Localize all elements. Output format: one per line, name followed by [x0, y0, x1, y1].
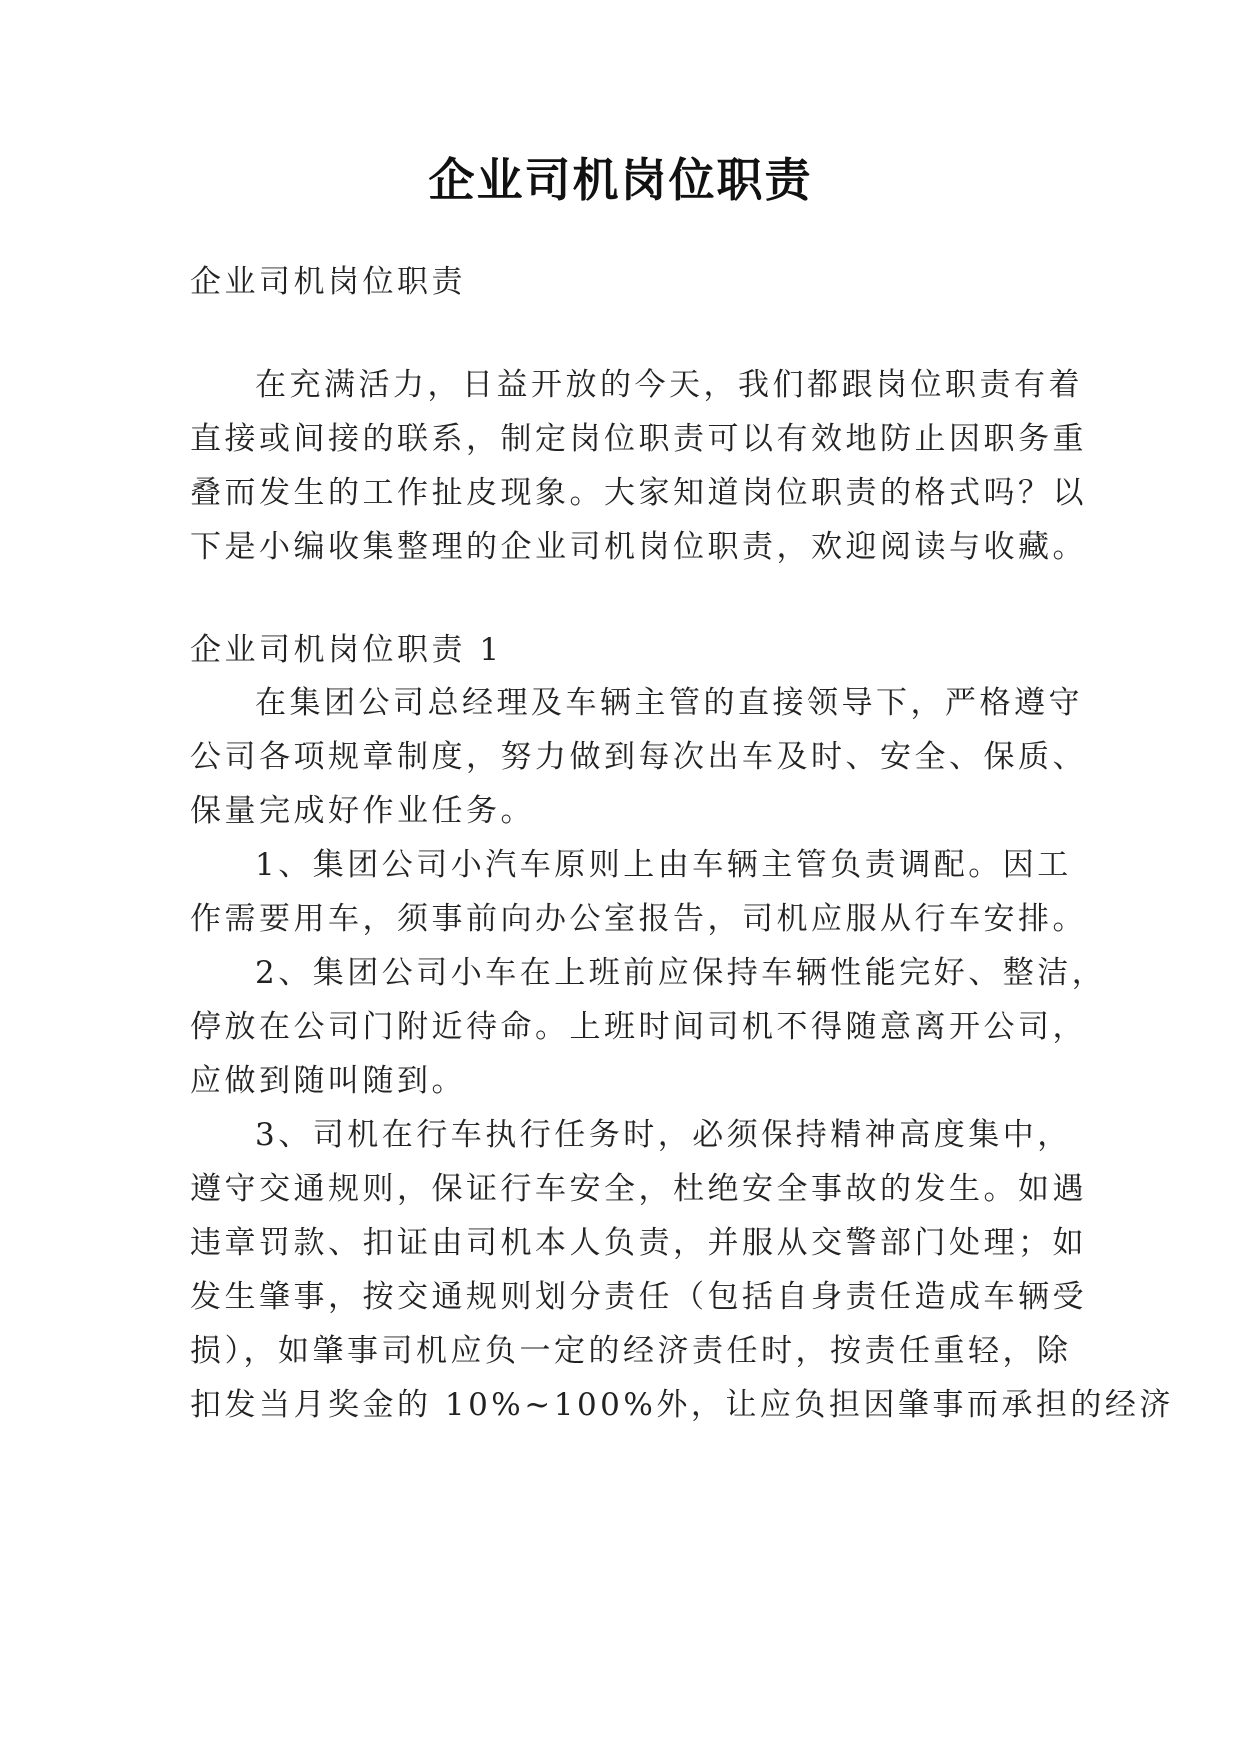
item2-line-1: 2、集团公司小车在上班前应保持车辆性能完好、整洁，: [255, 955, 1107, 991]
item3-line-3: 违章罚款、扣证由司机本人负责，并服从交警部门处理；如: [190, 1225, 1087, 1261]
section-intro-line-2: 公司各项规章制度，努力做到每次出车及时、安全、保质、: [190, 739, 1087, 775]
section-heading: 企业司机岗位职责 1: [190, 632, 503, 668]
item1-line-2: 作需要用车，须事前向办公室报告，司机应服从行车安排。: [190, 901, 1087, 937]
intro-line-2: 直接或间接的联系，制定岗位职责可以有效地防止因职务重: [190, 421, 1087, 457]
item3-line-1: 3、司机在行车执行任务时，必须保持精神高度集中，: [255, 1117, 1072, 1153]
intro-line-1: 在充满活力，日益开放的今天，我们都跟岗位职责有着: [255, 367, 1083, 403]
item3-line-5: 损），如肇事司机应负一定的经济责任时，按责任重轻，除: [190, 1333, 1072, 1369]
document-title: 企业司机岗位职责: [428, 153, 813, 207]
intro-line-4: 下是小编收集整理的企业司机岗位职责，欢迎阅读与收藏。: [190, 529, 1087, 565]
section-intro-line-1: 在集团公司总经理及车辆主管的直接领导下，严格遵守: [255, 685, 1083, 721]
item2-line-3: 应做到随叫随到。: [190, 1063, 466, 1099]
document-subtitle: 企业司机岗位职责: [190, 264, 466, 300]
item3-line-2: 遵守交通规则，保证行车安全，杜绝安全事故的发生。如遇: [190, 1171, 1087, 1207]
item1-line-1: 1、集团公司小汽车原则上由车辆主管负责调配。因工: [255, 847, 1072, 883]
section-intro-line-3: 保量完成好作业任务。: [190, 793, 535, 829]
intro-line-3: 叠而发生的工作扯皮现象。大家知道岗位职责的格式吗？以: [190, 475, 1087, 511]
item3-line-4: 发生肇事，按交通规则划分责任（包括自身责任造成车辆受: [190, 1279, 1087, 1315]
item2-line-2: 停放在公司门附近待命。上班时间司机不得随意离开公司，: [190, 1009, 1087, 1045]
item3-line-6: 扣发当月奖金的 10%~100%外，让应负担因肇事而承担的经济: [190, 1387, 1174, 1423]
